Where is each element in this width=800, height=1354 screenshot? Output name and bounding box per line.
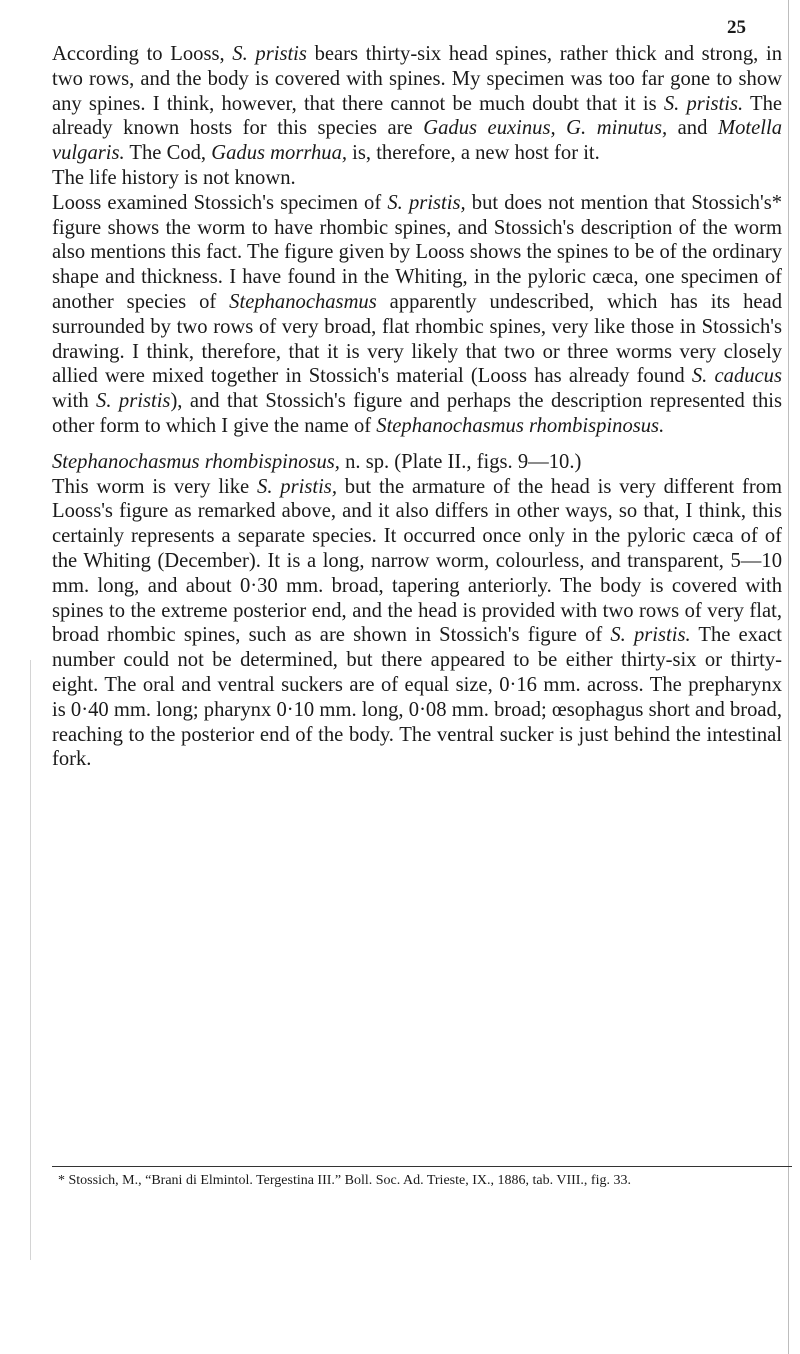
p4-text-1: This worm is very like bbox=[52, 475, 258, 498]
p1-text-4: and bbox=[667, 117, 718, 140]
page-number: 25 bbox=[727, 17, 746, 38]
p3-italic-4: S. pristis bbox=[96, 390, 171, 413]
p1-text-6: is, therefore, a new host for it. bbox=[347, 142, 600, 165]
p1-text-2: bears thirty-six head spines, rather thick and strong, in two rows, and the body is covered with spines. My specimen was too far gone to show any spines. I think, however, that there cannot be much doubt that it is bbox=[52, 43, 782, 115]
p1-text-1: According to Looss, bbox=[52, 43, 233, 65]
p1-text-3: The already known hosts for this species are bbox=[52, 92, 783, 140]
p3-text-2: but does not mention that Stossich's* figure shows the worm to have rhombic spines, and Stossich's description of the worm also mentions this fact. The figure given by Looss shows the spines to be of the ordinary shape and thickness. I have found in the Whiting, in the pyloric cæca, one specimen of another species of bbox=[52, 191, 783, 313]
p4-italic-2: S. pristis. bbox=[610, 624, 691, 647]
species-heading-rest: n. sp. (Plate II., figs. 9—10.) bbox=[339, 450, 582, 473]
p3-italic-2: Stephanochasmus bbox=[229, 290, 377, 313]
paragraph-4 bbox=[52, 475, 782, 773]
p4-text-2: but the armature of the head is very different from Looss's figure as remarked above, and it also differs in other ways, so that, I think, this certainly represents a separate species. It occurred once only in the pyloric cæca of of the Whiting (December). It is a long, narrow worm, colourless, and transparent, 5—10 mm. long, and about 0·30 mm. broad, tapering anteriorly. The body is covered with spines to the extreme posterior end, and the head is provided with two rows of very flat, broad rhombic spines, such as are shown in Stossich's figure of bbox=[52, 475, 783, 647]
p1-italic-1: S. pristis bbox=[232, 43, 307, 65]
p3-text-3: apparently undescribed, which has its head surrounded by two rows of very broad, flat rhombic spines, very like those in Stossich's drawing. I think, therefore, that it is very likely that two or three worms very closely allied were mixed together in Stossich's material (Looss has already found bbox=[52, 290, 782, 388]
species-heading bbox=[52, 450, 782, 475]
species-heading-name: Stephanochasmus rhombispinosus, bbox=[52, 450, 340, 473]
p1-text-5: The Cod, bbox=[124, 142, 212, 165]
paragraph-3 bbox=[52, 191, 782, 439]
p3-text-1: Looss examined Stossich's specimen of bbox=[52, 191, 388, 214]
document-page bbox=[52, 14, 782, 772]
paragraph-2: The life history is not known. bbox=[52, 166, 296, 189]
footnote: * Stossich, M., “Brani di Elmintol. Tergestina III.” Boll. Soc. Ad. Trieste, IX., 1886, tab. VIII., fig. 33. bbox=[58, 1173, 631, 1188]
p3-text-4: with bbox=[52, 390, 97, 413]
p3-text-5: ), and that Stossich's figure and perhaps the description represented this other form to which I give the name of bbox=[52, 390, 782, 437]
footnote-divider bbox=[52, 1166, 792, 1167]
p4-text-3: The exact number could not be determined, but there appeared to be either thirty-six or thirty-eight. The oral and ventral suckers are of equal size, 0·16 mm. across. The prepharynx is 0·40 mm. long; pharynx 0·10 mm. long, 0·08 mm. broad; œsophagus short and broad, reaching to the posterior end of the body. The ventral sucker is just behind the intestinal fork. bbox=[52, 624, 782, 771]
p1-italic-4: Motella vulgaris. bbox=[52, 117, 783, 165]
page-edge-line bbox=[788, 0, 789, 1354]
p3-italic-3: S. caducus bbox=[691, 365, 782, 388]
p3-italic-1: S. pristis, bbox=[387, 191, 466, 214]
p3-italic-5: Stephanochasmus rhombispinosus. bbox=[376, 414, 665, 437]
page-fold-line bbox=[30, 660, 31, 1260]
p1-italic-3: Gadus euxinus, G. minutus, bbox=[423, 117, 668, 140]
p4-italic-1: S. pristis, bbox=[257, 475, 337, 498]
p1-italic-5: Gadus morrhua, bbox=[211, 142, 348, 165]
p1-italic-2: S. pristis. bbox=[663, 92, 744, 115]
paragraph-1 bbox=[52, 42, 782, 166]
